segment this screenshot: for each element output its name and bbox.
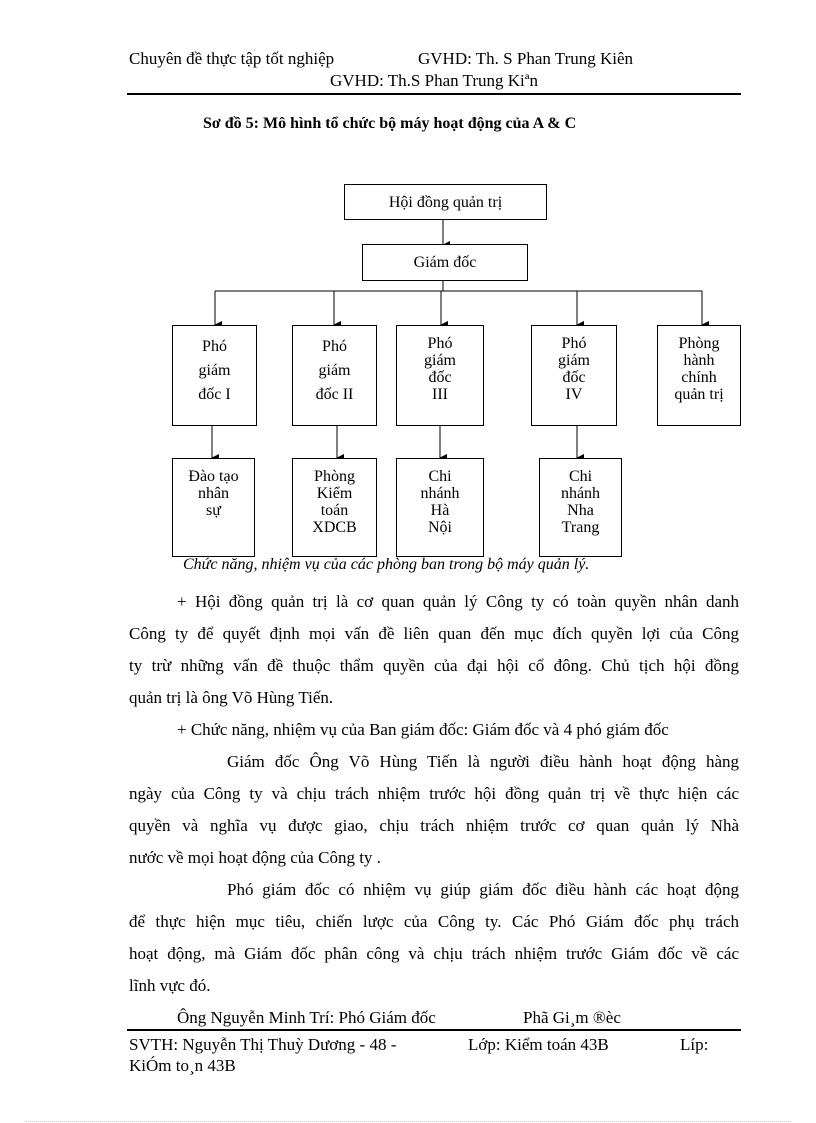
training-hr-box [172, 458, 255, 557]
box-text: Phó [561, 335, 587, 352]
board-box [344, 184, 547, 220]
box-text: nhân [197, 485, 230, 502]
box-text: quản trị [674, 386, 724, 403]
box-text: Phó [427, 335, 453, 352]
box-text: Hà [430, 502, 450, 519]
footer-class-garbled: KiÓm to¸n 43B [129, 1056, 236, 1075]
box-text: giám [558, 352, 590, 369]
box-text: Nha [567, 502, 594, 519]
footer-rule [127, 1029, 741, 1031]
box-text: Đào tạo [188, 468, 239, 485]
box-text: sự [206, 502, 221, 519]
box-text: hành [683, 352, 715, 369]
box-text: XDCB [312, 519, 357, 536]
box-text: Chi [428, 468, 452, 485]
text-line: ty trừ những vấn đề thuộc thẩm quyền của đại hội cổ đông. Chủ tịch hội đồng [129, 656, 739, 675]
text-line: quản trị là ông Võ Hùng Tiến. [129, 688, 334, 707]
box-text: Phó [202, 338, 227, 355]
hanoi-branch-box [396, 458, 484, 557]
audit-dept-box [292, 458, 377, 557]
box-text: Chi [568, 468, 593, 485]
box-text: giám [318, 362, 351, 379]
text-line: để thực hiện mục tiêu, chiến lược của Công ty. Các Phó Giám đốc phụ trách [129, 912, 739, 931]
box-text: toán [320, 502, 349, 519]
text-line: hoạt động, mà Giám đốc phân công và chịu trách nhiệm trước Giám đốc về các [129, 944, 739, 963]
paragraph-directors-heading [129, 714, 739, 746]
box-text: đốc I [198, 386, 231, 403]
footer-class: Lớp: Kiểm toán 43B [468, 1035, 609, 1054]
text-line: + Hội đồng quản trị là cơ quan quản lý Công ty có toàn quyền nhân danh [177, 592, 739, 611]
header-supervisor-garbled: GVHD: Th.S Phan Trung Kiªn [330, 71, 538, 90]
box-text: giám [198, 362, 231, 379]
box-text: III [432, 386, 448, 403]
text-line: lĩnh vực đó. [129, 976, 211, 995]
box-text: đốc [562, 369, 586, 386]
footer-class-garbled-label: Líp: [680, 1035, 709, 1054]
footer-student: SVTH: Nguyễn Thị Thuỳ Dương - 48 - [129, 1035, 397, 1054]
director-label: Giám đốc [413, 254, 477, 271]
box-text: giám [424, 352, 456, 369]
paragraph-board [129, 586, 739, 714]
text-line: Giám đốc Ông Võ Hùng Tiến là người điều hành hoạt động hàng [227, 752, 739, 771]
admin-dept-box [657, 325, 741, 426]
deputy-director-1-box [172, 325, 257, 426]
deputy-director-4-box [531, 325, 617, 426]
page-bottom-border [25, 1121, 791, 1122]
box-text: đốc [428, 369, 452, 386]
deputy-director-3-box [396, 325, 484, 426]
box-text: đốc II [315, 386, 354, 403]
paragraph-director [129, 746, 739, 874]
text-line: Công ty để quyết định mọi vấn đề liên quan đến mục đích quyền lợi của Công [129, 624, 739, 643]
box-text: Nội [428, 519, 452, 536]
board-label: Hội đồng quản trị [388, 193, 503, 211]
director-box [362, 244, 528, 281]
box-text: Phòng [678, 335, 720, 352]
header-supervisor: GVHD: Th. S Phan Trung Kiên [418, 49, 634, 68]
nhatrang-branch-box [539, 458, 622, 557]
diagram-caption: Chức năng, nhiệm vụ của các phòng ban trong bộ máy quản lý. [183, 556, 590, 573]
box-text: Trang [561, 519, 600, 536]
deputy-director-2-box [292, 325, 377, 426]
box-text: IV [565, 386, 583, 403]
text-line: + Chức năng, nhiệm vụ của Ban giám đốc: Giám đốc và 4 phó giám đốc [177, 720, 669, 739]
deputy-name: Ông Nguyễn Minh Trí: Phó Giám đốc [177, 1008, 436, 1027]
box-text: nhánh [420, 485, 460, 502]
diagram-title: Sơ đồ 5: Mô hình tổ chức bộ máy hoạt động của A & C [203, 115, 577, 132]
box-text: Kiểm [316, 485, 353, 502]
box-text: nhánh [560, 485, 601, 502]
box-text: Phòng [314, 468, 355, 485]
text-line: quyền và nghĩa vụ được giao, chịu trách nhiệm trước cơ quan quản lý Nhà [129, 816, 739, 835]
text-line: ngày của Công ty và chịu trách nhiệm trước hội đồng quản trị về thực hiện các [129, 784, 739, 803]
box-text: chính [681, 369, 717, 386]
text-line: nước về mọi hoạt động của Công ty . [129, 848, 381, 867]
box-text: Phó [322, 338, 347, 355]
text-line: Phó giám đốc có nhiệm vụ giúp giám đốc điều hành các hoạt động [227, 880, 739, 899]
paragraph-deputy [129, 874, 739, 1002]
deputy-title-garbled: Phã Gi¸m ®èc [523, 1008, 621, 1027]
header-title: Chuyên đề thực tập tốt nghiệp [129, 49, 335, 68]
